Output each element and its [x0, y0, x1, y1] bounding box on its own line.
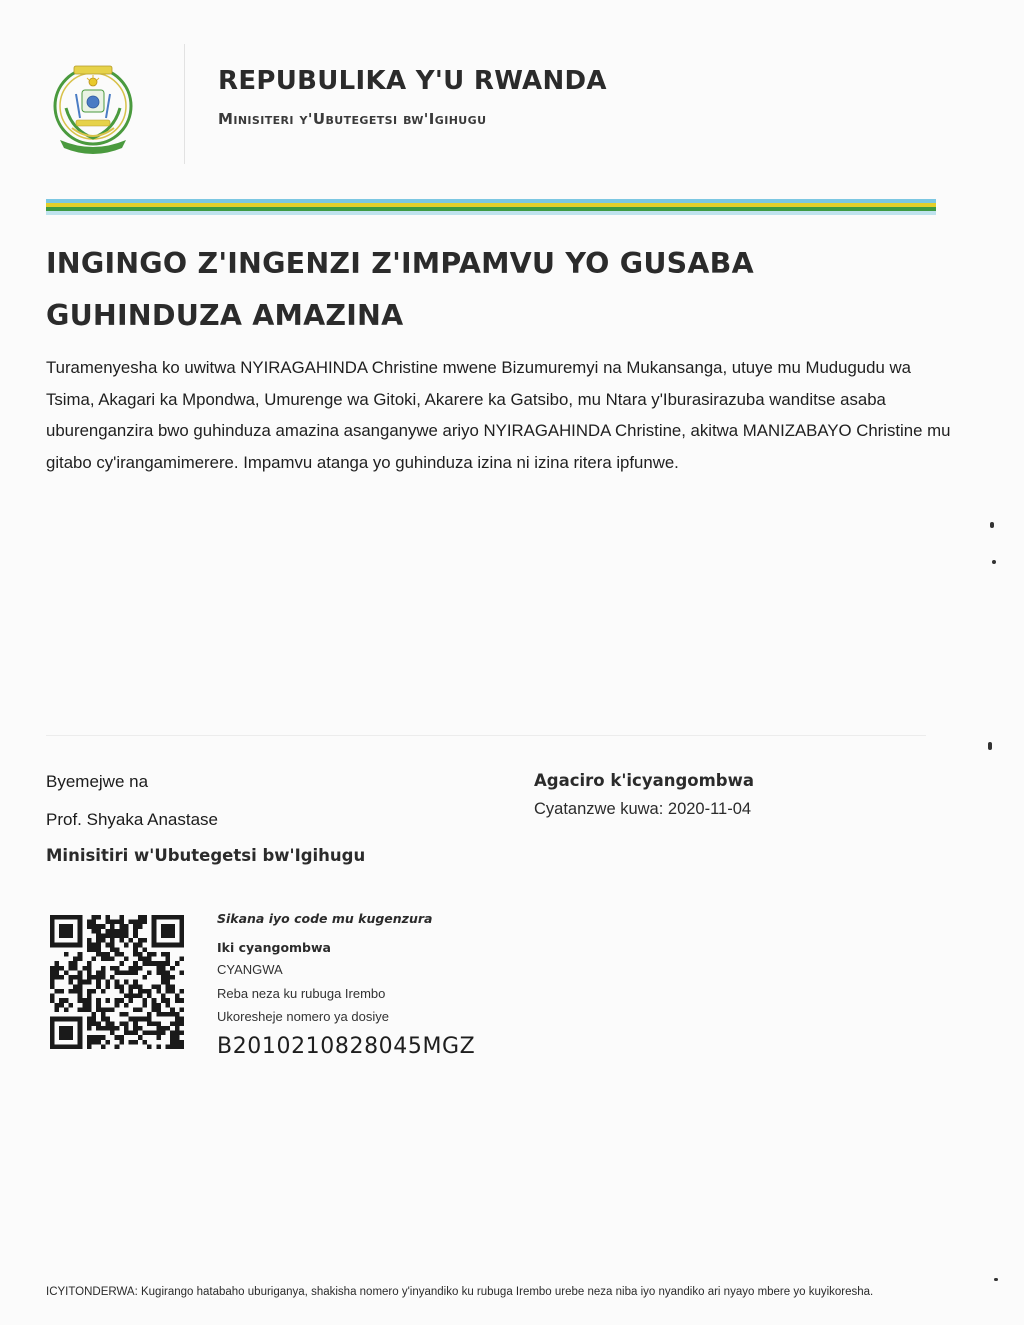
rwanda-coat-of-arms-icon	[52, 58, 134, 160]
issued-date: Cyatanzwe kuwa: 2020-11-04	[534, 800, 752, 818]
or-text: CYANGWA	[217, 962, 283, 977]
minister-name: Prof. Shyaka Anastase	[46, 810, 218, 829]
scan-speck	[992, 560, 996, 564]
scan-instruction: Sikana iyo code mu kugenzura	[217, 911, 433, 926]
use-file-number-text: Ukoresheje nomero ya dosiye	[217, 1009, 389, 1024]
qr-code-icon[interactable]	[50, 912, 184, 1052]
scan-speck	[990, 522, 994, 528]
approved-by-label: Byemejwe na	[46, 772, 149, 791]
flag-stripe-shadow	[46, 211, 936, 215]
footer-note: ICYITONDERWA: Kugirango hatabaho uburiganya, shakisha nomero y'inyandiko ku rubuga Irembo urebe neza niba iyo nyandiko ari nyayo mbere yo kuyikoresha.	[46, 1286, 874, 1298]
ministry-name: Minisiteri y'Ubutegetsi bw'Igihugu	[218, 110, 487, 128]
document-title: INGINGO Z'INGENZI Z'IMPAMVU YO GUSABA GUHINDUZA AMAZINA	[46, 247, 754, 332]
validity-label: Agaciro k'icyangombwa	[534, 771, 754, 790]
header-divider	[184, 44, 185, 164]
minister-role: Minisitiri w'Ubutegetsi bw'Igihugu	[46, 846, 366, 865]
visit-irembo-text: Reba neza ku rubuga Irembo	[217, 986, 386, 1001]
country-title: REPUBULIKA Y'U RWANDA	[218, 66, 607, 96]
flag-stripe	[46, 199, 936, 215]
verify-document-text: Iki cyangombwa	[217, 940, 331, 955]
document-body: Turamenyesha ko uwitwa NYIRAGAHINDA Christine mwene Bizumuremyi na Mukansanga, utuye mu Mudugudu wa Tsima, Akagari ka Mpondwa, Umurenge wa Gitoki, Akarere ka Gatsibo, mu Ntara y'Iburasirazuba wanditse asaba uburenganzira bwo guhinduza amazina asanganywe ariyo NYIRAGAHINDA Christine, akitwa MANIZABAYO Christine mu gitabo cy'irangamimerere. Impamvu atanga yo guhinduza izina ni izina ritera ipfunwe.	[46, 358, 951, 472]
file-number: B2010210828045MGZ	[217, 1034, 476, 1059]
scan-speck	[988, 742, 992, 750]
scan-speck	[994, 1278, 998, 1281]
section-divider	[46, 735, 926, 736]
